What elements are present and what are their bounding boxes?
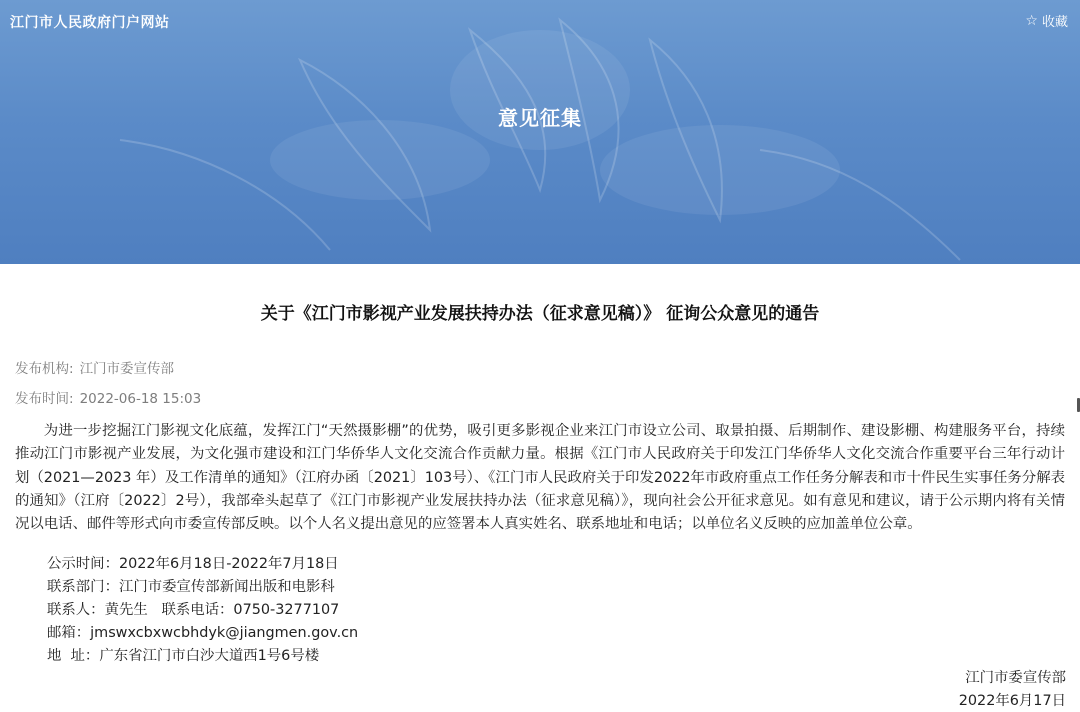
star-icon: ☆ [1025,12,1038,29]
publisher-label: 发布机构: [15,361,74,377]
article-body: 为进一步挖掘江门影视文化底蕴，发挥江门“天然摄影棚”的优势，吸引更多影视企业来江门市设立公司、取景拍摄、后期制作、建设影棚、构建服务平台，持续推动江门市影视产业发展，为文化强市建设和江门华侨华人文化交流合作贡献力量。根据《江门市人民政府关于印发江门华侨华人文化交流合作重要平台三年行动计划（2021—2023 年）及工作清单的通知》（江府办函〔2021〕103号）、《江门市人民政府关于印发2022年市政府重点工作任务分解表和市十件民生实事任务分解表的通知》（江府〔2022〕2号），我部牵头起草了《江门市影视产业发展扶持办法（征求意见稿）》，现向社会公开征求意见。如有意见和建议，请于公示期内将有关情况以电话、邮件等形式向市委宣传部反映。以个人名义提出意见的应签署本人真实姓名、联系地址和电话；以单位名义反映的应加盖单位公章。 [15,423,1065,533]
contact-email: 邮箱：jmswxcbxwcbhdyk@jiangmen.gov.cn [47,625,359,641]
contact-department: 联系部门：江门市委宣传部新闻出版和电影科 [47,579,335,595]
publish-time-label: 发布时间: [15,391,74,407]
article-title: 关于《江门市影视产业发展扶持办法（征求意见稿）》 征询公众意见的通告 [260,304,820,324]
signature-org: 江门市委宣传部 [965,670,1066,686]
publish-time-value: 2022-06-18 15:03 [79,391,202,407]
favorite-button[interactable] [1025,11,1068,30]
flower-decoration [0,0,1080,264]
contact-person: 联系人：黄先生 联系电话：0750-3277107 [47,602,340,618]
publish-time-row [15,387,201,407]
header-banner [0,0,1080,264]
site-name[interactable]: 江门市人民政府门户网站 [10,15,170,31]
contact-address: 地 址：广东省江门市白沙大道西1号6号楼 [47,648,320,664]
signature-date: 2022年6月17日 [958,693,1066,709]
publisher-row [15,357,174,377]
notice-period: 公示时间：2022年6月18日-2022年7月18日 [47,556,339,572]
banner-title: 意见征集 [498,106,582,130]
favorite-label: 收藏 [1041,15,1068,30]
publisher-value: 江门市委宣传部 [79,361,175,377]
